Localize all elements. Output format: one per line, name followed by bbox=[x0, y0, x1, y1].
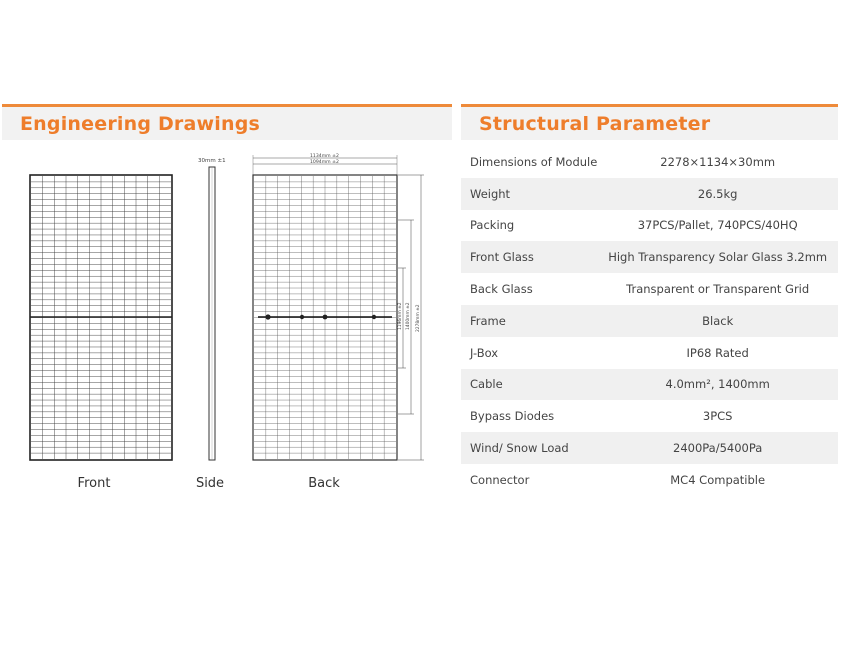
back-label: Back bbox=[308, 476, 340, 491]
parameter-row bbox=[461, 273, 838, 305]
parameter-name: Bypass Diodes bbox=[470, 409, 555, 424]
parameter-value: 4.0mm², 1400mm bbox=[597, 369, 838, 401]
outer-width-label: 1134mm ±2 bbox=[310, 154, 339, 159]
parameter-row bbox=[461, 305, 838, 337]
parameter-row bbox=[461, 337, 838, 369]
parameter-name: Connector bbox=[470, 472, 530, 487]
side-view-drawing bbox=[198, 158, 226, 460]
parameter-name: Packing bbox=[470, 218, 515, 233]
parameter-name: Cable bbox=[461, 369, 597, 401]
parameter-name: Dimensions of Module bbox=[470, 154, 598, 169]
parameter-row bbox=[461, 146, 838, 178]
back-view-drawing bbox=[253, 153, 424, 460]
parameter-name: Back Glass bbox=[470, 282, 533, 297]
parameter-value: 37PCS/Pallet, 740PCS/40HQ bbox=[637, 218, 798, 233]
parameter-value: MC4 Compatible bbox=[670, 472, 766, 487]
parameter-value: 26.5kg bbox=[597, 178, 838, 210]
parameter-row bbox=[461, 400, 838, 432]
parameter-row bbox=[461, 241, 838, 273]
parameter-row bbox=[461, 178, 838, 210]
mount-span-2-label: 1400mm ±2 bbox=[406, 302, 411, 330]
front-label: Front bbox=[77, 476, 111, 491]
inner-width-label: 1094mm ±2 bbox=[310, 160, 339, 165]
parameter-name: Frame bbox=[461, 305, 597, 337]
structural-parameter-title: Structural Parameter bbox=[479, 113, 711, 135]
parameter-value: IP68 Rated bbox=[686, 345, 749, 360]
side-thickness-label: 30mm ±1 bbox=[198, 158, 226, 164]
parameter-value: 2278×1134×30mm bbox=[660, 154, 776, 169]
parameter-row bbox=[461, 432, 838, 464]
parameter-row bbox=[461, 210, 838, 242]
side-label: Side bbox=[195, 476, 225, 491]
mount-span-label: 1196mm ±2 bbox=[398, 302, 403, 330]
parameter-value: 3PCS bbox=[702, 409, 733, 424]
engineering-drawings-title: Engineering Drawings bbox=[20, 113, 261, 135]
parameter-value: Black bbox=[597, 305, 838, 337]
parameter-row bbox=[461, 464, 838, 496]
front-view-drawing bbox=[30, 175, 172, 460]
parameter-value: Transparent or Transparent Grid bbox=[626, 282, 810, 297]
parameter-value: 2400Pa/5400Pa bbox=[597, 432, 838, 464]
parameter-name: Front Glass bbox=[461, 241, 597, 273]
parameter-value: High Transparency Solar Glass 3.2mm bbox=[597, 241, 838, 273]
structural-parameter-table bbox=[461, 146, 838, 496]
length-label: 2278mm ±2 bbox=[416, 304, 421, 332]
parameter-row bbox=[461, 369, 838, 401]
parameter-name: Weight bbox=[461, 178, 597, 210]
parameter-name: Wind/ Snow Load bbox=[461, 432, 597, 464]
parameter-name: J-Box bbox=[470, 345, 499, 360]
